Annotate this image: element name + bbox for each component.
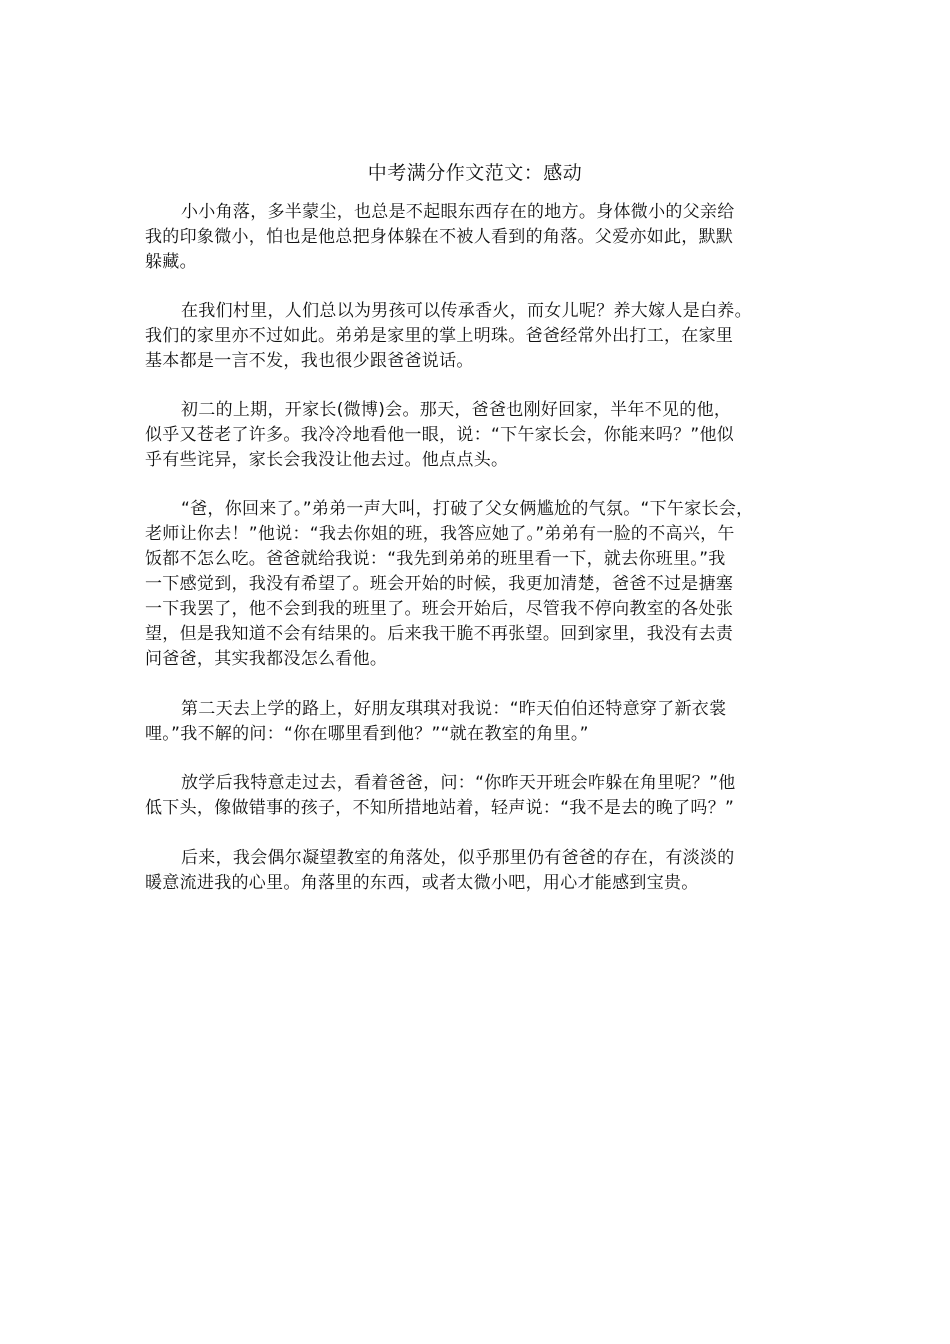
paragraph-4-line-2: 老师让你去！”他说：“我去你姐的班，我答应她了。”弟弟有一脸的不高兴，午 (145, 524, 735, 544)
paragraph-1-line-1: 小小角落，多半蒙尘，也总是不起眼东西存在的地方。身体微小的父亲给 (181, 202, 735, 222)
paragraph-1-line-3: 躲藏。 (145, 252, 197, 272)
paragraph-6-line-2: 低下头，像做错事的孩子，不知所措地站着，轻声说：“我不是去的晚了吗？” (145, 798, 735, 818)
paragraph-6-line-1: 放学后我特意走过去，看着爸爸，问：“你昨天开班会咋躲在角里呢？”他 (181, 773, 736, 793)
paragraph-4-line-1: “爸，你回来了。”弟弟一声大叫，打破了父女俩尴尬的气氛。“下午家长会， (181, 499, 754, 519)
paragraph-3-line-2: 似乎又苍老了许多。我冷冷地看他一眼，说：“下午家长会，你能来吗？”他似 (145, 425, 735, 445)
paragraph-5-line-2: 哩。”我不解的问：“你在哪里看到他？”“就在教室的角里。” (145, 724, 589, 744)
paragraph-2-line-1: 在我们村里，人们总以为男孩可以传承香火，而女儿呢？养大嫁人是白养。 (181, 301, 752, 321)
paragraph-4-line-5: 一下我罢了，他不会到我的班里了。班会开始后，尽管我不停向教室的各处张 (145, 599, 734, 619)
paragraph-4-line-7: 问爸爸，其实我都没怎么看他。 (145, 649, 388, 669)
document-title: 中考满分作文范文：感动 (367, 162, 583, 184)
paragraph-2-line-2: 我们的家里亦不过如此。弟弟是家里的掌上明珠。爸爸经常外出打工，在家里 (145, 326, 734, 346)
paragraph-5-line-1: 第二天去上学的路上，好朋友琪琪对我说：“昨天伯伯还特意穿了新衣裳 (181, 699, 727, 719)
paragraph-7-line-2: 暖意流进我的心里。角落里的东西，或者太微小吧，用心才能感到宝贵。 (145, 873, 699, 893)
paragraph-3-line-3: 乎有些诧异，家长会我没让他去过。他点点头。 (145, 450, 509, 470)
paragraph-1-line-2: 我的印象微小，怕也是他总把身体躲在不被人看到的角落。父爱亦如此，默默 (145, 227, 734, 247)
paragraph-4-line-6: 望，但是我知道不会有结果的。后来我干脆不再张望。回到家里，我没有去责 (145, 624, 734, 644)
paragraph-3-line-1: 初二的上期，开家长(微博)会。那天，爸爸也刚好回家，半年不见的他， (181, 400, 732, 420)
paragraph-2-line-3: 基本都是一言不发，我也很少跟爸爸说话。 (145, 351, 474, 371)
paragraph-4-line-3: 饭都不怎么吃。爸爸就给我说：“我先到弟弟的班里看一下，就去你班里。”我 (145, 549, 726, 569)
paragraph-4-line-4: 一下感觉到，我没有希望了。班会开始的时候，我更加清楚，爸爸不过是搪塞 (145, 574, 734, 594)
paragraph-7-line-1: 后来，我会偶尔凝望教室的角落处，似乎那里仍有爸爸的存在，有淡淡的 (181, 848, 735, 868)
